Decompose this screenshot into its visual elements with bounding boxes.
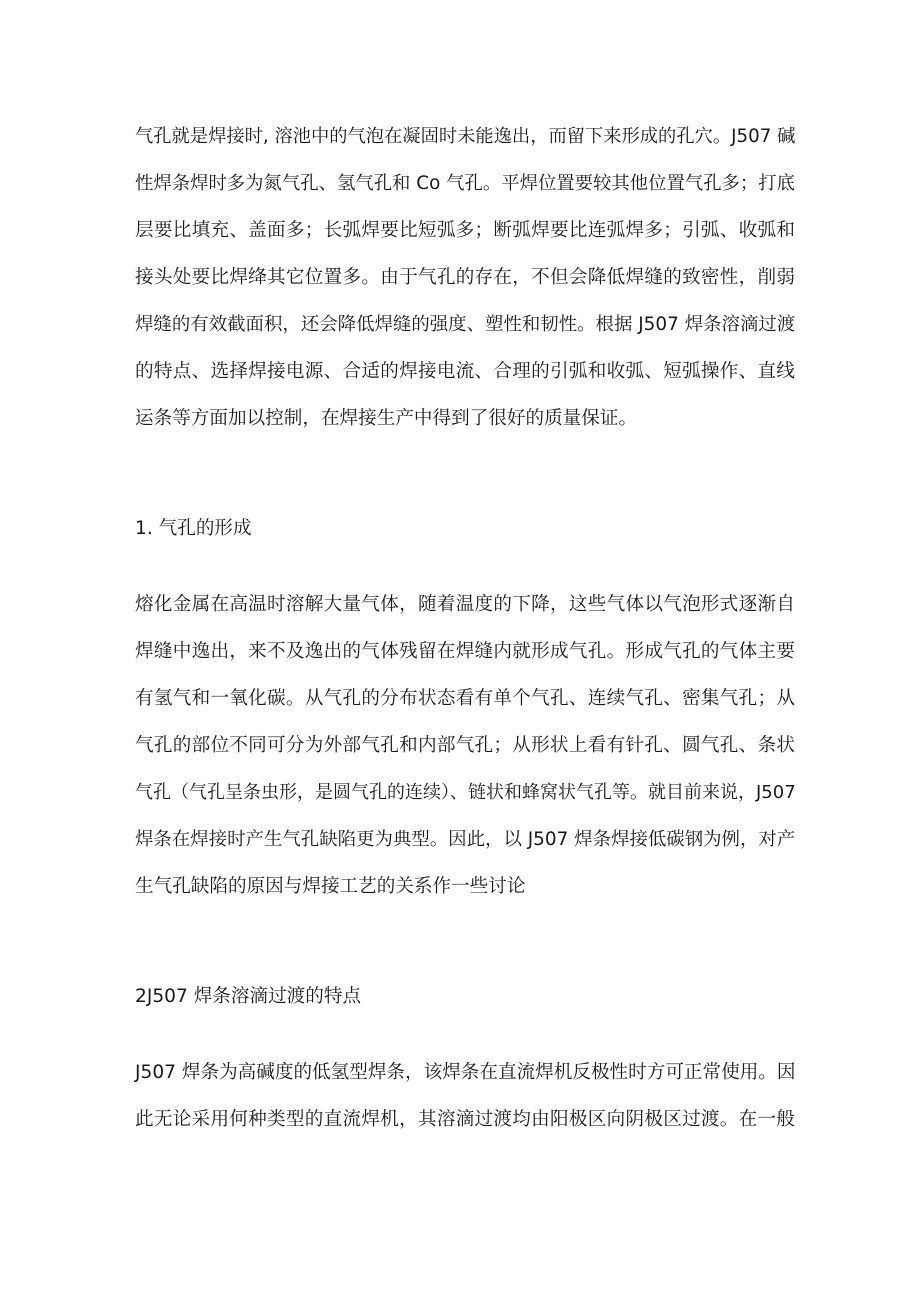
paragraph-2-line-2: 焊缝中逸出，来不及逸出的气体残留在焊缝内就形成气孔。形成气孔的气体主要 (135, 641, 795, 662)
paragraph-2-line-6: 焊条在焊接时产生气孔缺陷更为典型。因此，以 J507 焊条焊接低碳钢为例，对产 (135, 829, 796, 850)
section-heading-2: 2J507 焊条溶滴过渡的特点 (135, 986, 362, 1007)
paragraph-1-line-5: 焊缝的有效截面积，还会降低焊缝的强度、塑性和韧性。根据 J507 焊条溶滴过渡 (135, 314, 796, 335)
paragraph-1-line-4: 接头处要比焊绛其它位置多。由于气孔的存在，不但会降低焊缝的致密性，削弱 (135, 267, 795, 288)
paragraph-1-line-2: 性焊条焊时多为氮气孔、氢气孔和 Co 气孔。平焊位置要较其他位置气孔多；打底 (135, 173, 795, 194)
paragraph-2-line-4: 气孔的部位不同可分为外部气孔和内部气孔；从形状上看有针孔、圆气孔、条状 (135, 735, 795, 756)
section-heading-1: 1. 气孔的形成 (135, 518, 252, 539)
paragraph-1-line-7: 运条等方面加以控制，在焊接生产中得到了很好的质量保证。 (135, 408, 638, 429)
paragraph-3-line-1: J507 焊条为高碱度的低氢型焊条，该焊条在直流焊机反极性时方可正常使用。因 (135, 1062, 796, 1083)
paragraph-1-line-6: 的特点、选择焊接电源、合适的焊接电流、合理的引弧和收弧、短弧操作、直线 (135, 361, 795, 382)
paragraph-3-line-2: 此无论采用何种类型的直流焊机，其溶滴过渡均由阳极区向阴极区过渡。在一般 (135, 1109, 795, 1130)
paragraph-1-line-1: 气孔就是焊接时, 溶池中的气泡在凝固时未能逸出，而留下来形成的孔穴。J507 碱 (135, 126, 796, 147)
paragraph-2-line-7: 生气孔缺陷的原因与焊接工艺的关系作一些讨论 (135, 876, 526, 897)
paragraph-2-line-3: 有氢气和一氧化碳。从气孔的分布状态看有单个气孔、连续气孔、密集气孔；从 (135, 688, 795, 709)
paragraph-2-line-1: 熔化金属在高温时溶解大量气体，随着温度的下降，这些气体以气泡形式逐渐自 (135, 594, 795, 615)
paragraph-1-line-3: 层要比填充、盖面多；长弧焊要比短弧多；断弧焊要比连弧焊多；引弧、收弧和 (135, 220, 795, 241)
paragraph-2-line-5: 气孔（气孔呈条虫形，是圆气孔的连续）、链状和蜂窝状气孔等。就目前来说，J507 (135, 782, 796, 803)
